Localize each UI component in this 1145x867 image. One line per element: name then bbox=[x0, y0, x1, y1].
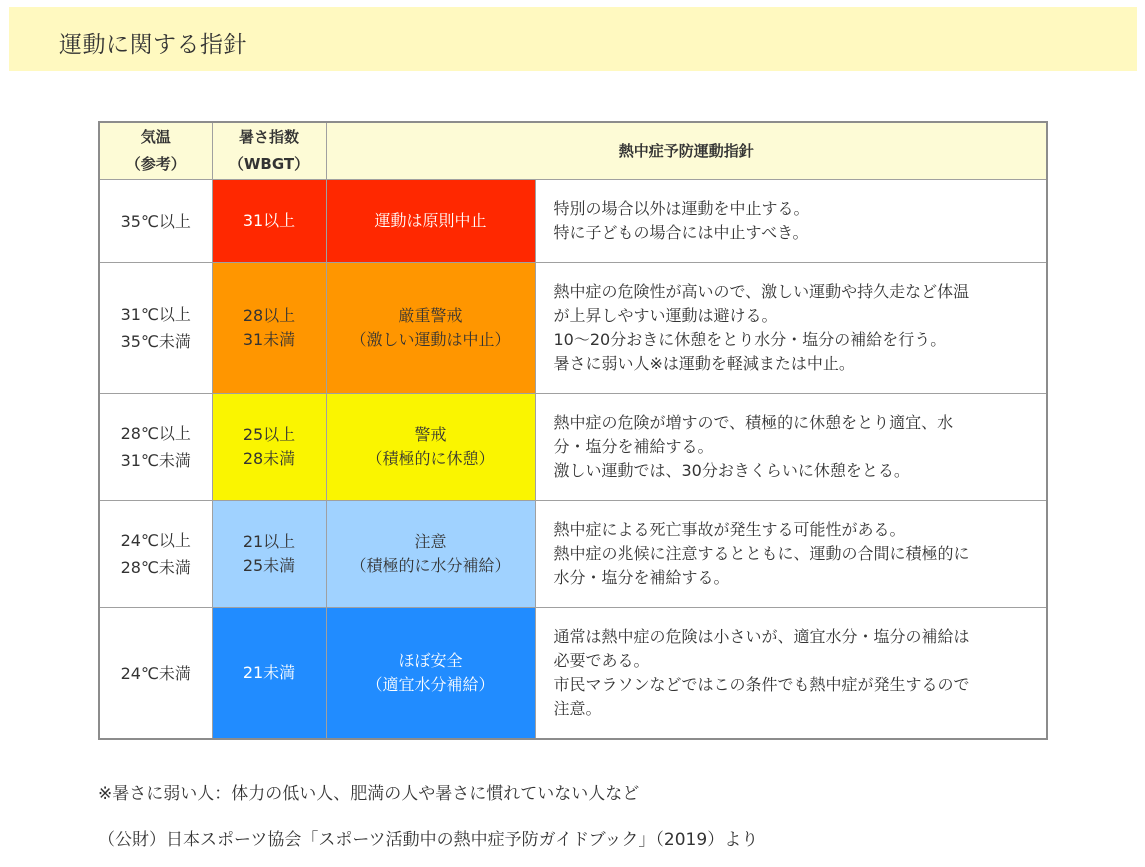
risk-level-cell bbox=[326, 394, 535, 501]
guideline-description-cell-line: 暑さに弱い人※は運動を軽減または中止。 bbox=[553, 354, 855, 373]
guideline-description-cell bbox=[535, 608, 1047, 740]
guideline-description-cell-line: 特別の場合以外は運動を中止する。 bbox=[553, 199, 810, 218]
header-temperature bbox=[99, 122, 212, 180]
footnote-source: （公財）日本スポーツ協会「スポーツ活動中の熱中症予防ガイドブック」（2019）より bbox=[98, 830, 759, 850]
guideline-description-cell bbox=[535, 263, 1047, 394]
risk-level-cell-line: 注意 bbox=[414, 532, 447, 551]
risk-level-cell-line: （積極的に休憩） bbox=[366, 449, 495, 468]
footnote-heat-sensitive: ※暑さに弱い人：体力の低い人、肥満の人や暑さに慣れていない人など bbox=[98, 784, 640, 804]
temperature-cell bbox=[99, 263, 212, 394]
guideline-description-cell bbox=[535, 180, 1047, 263]
risk-level-cell-line: （激しい運動は中止） bbox=[350, 330, 511, 349]
wbgt-cell-line: 25以上 bbox=[242, 425, 296, 444]
wbgt-cell-line: 31未満 bbox=[242, 330, 296, 349]
guideline-description-cell-line: 必要である。 bbox=[553, 651, 650, 670]
temperature-cell-line: 28℃以上 bbox=[120, 424, 191, 443]
guideline-description-cell-line: 注意。 bbox=[553, 699, 602, 718]
guideline-description-cell-line: 10～20分おきに休憩をとり水分・塩分の補給を行う。 bbox=[553, 330, 947, 349]
wbgt-cell bbox=[212, 501, 326, 608]
temperature-cell bbox=[99, 180, 212, 263]
wbgt-cell-line: 28未満 bbox=[242, 449, 296, 468]
risk-level-cell bbox=[326, 180, 535, 263]
guideline-description-cell bbox=[535, 394, 1047, 501]
table-row-danger bbox=[99, 180, 1047, 263]
temperature-cell-line: 35℃未満 bbox=[120, 332, 191, 351]
header-temperature-line2: （参考） bbox=[125, 155, 186, 173]
wbgt-cell bbox=[212, 263, 326, 394]
risk-level-cell-line: （積極的に水分補給） bbox=[350, 556, 511, 575]
guideline-description-cell-line: 激しい運動では、30分おきくらいに休憩をとる。 bbox=[553, 461, 910, 480]
table-row-almost-safe bbox=[99, 608, 1047, 740]
guideline-description-cell-line: 特に子どもの場合には中止すべき。 bbox=[553, 223, 809, 242]
guideline-description-cell-line: 市民マラソンなどではこの条件でも熱中症が発生するので bbox=[553, 675, 970, 694]
wbgt-cell-line: 21以上 bbox=[242, 532, 296, 551]
risk-level-cell bbox=[326, 501, 535, 608]
header-guideline: 熱中症予防運動指針 bbox=[326, 122, 1047, 180]
temperature-cell bbox=[99, 394, 212, 501]
temperature-cell-line: 24℃未満 bbox=[120, 663, 191, 683]
risk-level-cell bbox=[326, 263, 535, 394]
wbgt-cell-line: 31以上 bbox=[242, 211, 296, 230]
exercise-guideline-table bbox=[98, 121, 1048, 740]
wbgt-cell-line: 21未満 bbox=[242, 663, 296, 682]
header-wbgt bbox=[212, 122, 326, 180]
guideline-description-cell-line: 熱中症の兆候に注意するとともに、運動の合間に積極的に bbox=[553, 544, 970, 563]
guideline-description-cell-line: 分・塩分を補給する。 bbox=[553, 437, 714, 456]
risk-level-cell bbox=[326, 608, 535, 740]
temperature-cell-line: 31℃以上 bbox=[120, 305, 191, 324]
temperature-cell-line: 35℃以上 bbox=[120, 211, 191, 231]
header-wbgt-line1: 暑さ指数 bbox=[238, 128, 299, 146]
temperature-cell-line: 24℃以上 bbox=[120, 531, 191, 550]
temperature-cell bbox=[99, 501, 212, 608]
risk-level-cell-line: ほぼ安全 bbox=[398, 651, 463, 670]
temperature-cell-line: 31℃未満 bbox=[120, 451, 191, 470]
guideline-description-cell-line: 水分・塩分を補給する。 bbox=[553, 568, 730, 587]
table-header-row bbox=[99, 122, 1047, 180]
risk-level-cell-line: 警戒 bbox=[414, 425, 447, 444]
risk-level-cell-line: （適宜水分補給） bbox=[366, 675, 495, 694]
guideline-description-cell-line: が上昇しやすい運動は避ける。 bbox=[553, 306, 778, 325]
wbgt-cell-line: 28以上 bbox=[242, 306, 296, 325]
guideline-description-cell-line: 熱中症の危険が増すので、積極的に休憩をとり適宜、水 bbox=[553, 413, 954, 432]
temperature-cell-line: 28℃未満 bbox=[120, 558, 191, 577]
page-title: 運動に関する指針 bbox=[59, 32, 247, 58]
risk-level-cell-line: 厳重警戒 bbox=[398, 306, 463, 325]
table-row-caution bbox=[99, 501, 1047, 608]
wbgt-cell-line: 25未満 bbox=[242, 556, 296, 575]
wbgt-cell bbox=[212, 394, 326, 501]
wbgt-cell bbox=[212, 608, 326, 740]
table-row-warning bbox=[99, 394, 1047, 501]
guideline-description-cell bbox=[535, 501, 1047, 608]
guideline-description-cell-line: 熱中症による死亡事故が発生する可能性がある。 bbox=[553, 520, 906, 539]
header-wbgt-line2: （WBGT） bbox=[228, 155, 310, 173]
header-temperature-line1: 気温 bbox=[140, 128, 171, 146]
page-header bbox=[9, 7, 1137, 71]
table-row-severe-warning bbox=[99, 263, 1047, 394]
temperature-cell bbox=[99, 608, 212, 740]
risk-level-cell-line: 運動は原則中止 bbox=[374, 211, 487, 230]
guideline-description-cell-line: 熱中症の危険性が高いので、激しい運動や持久走など体温 bbox=[553, 282, 970, 301]
wbgt-cell bbox=[212, 180, 326, 263]
guideline-description-cell-line: 通常は熱中症の危険は小さいが、適宜水分・塩分の補給は bbox=[553, 627, 970, 646]
